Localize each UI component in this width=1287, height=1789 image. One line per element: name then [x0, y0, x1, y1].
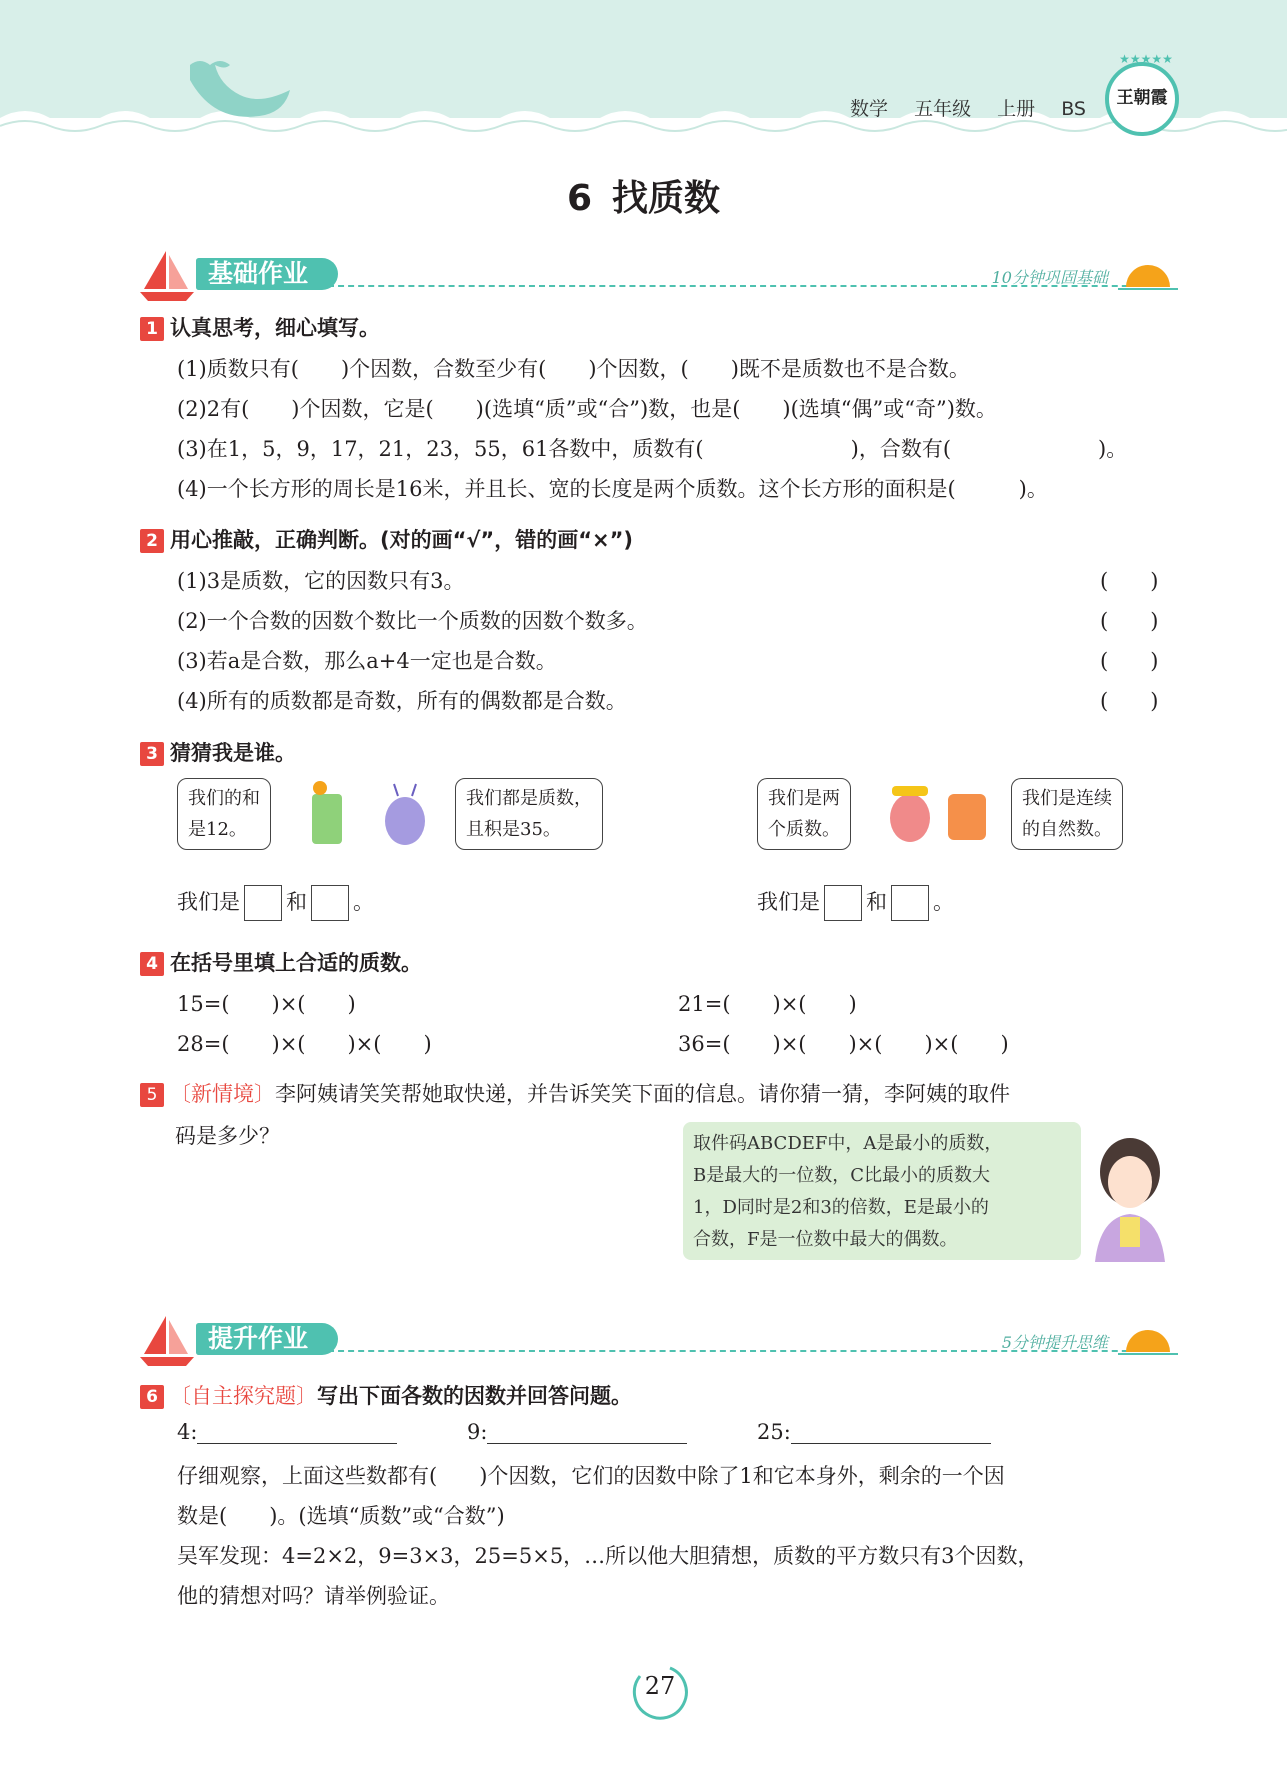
q6-factors-9 [467, 1420, 687, 1444]
lesson-number: 6 [566, 178, 593, 219]
factor-label: 4: [177, 1420, 198, 1444]
bubble-line: 我们都是质数， [466, 788, 592, 809]
question-2-title [140, 524, 633, 554]
section-advanced-note: 5分钟提升思维 [1001, 1333, 1108, 1352]
info-line: 1，D同时是2和3的倍数，E是最小的 [693, 1197, 989, 1218]
question-number: 5 [140, 1083, 164, 1107]
section-basic-banner [138, 245, 1178, 305]
q2-answer-3[interactable]: ( ) [1100, 649, 1159, 673]
sailboat-icon [138, 1310, 198, 1370]
q6-line-1: 仔细观察，上面这些数都有( )个因数，它们的因数中除了1和它本身外，剩余的一个因 [177, 1464, 1005, 1488]
q2-statement-3: (3)若a是合数，那么a+4一定也是合数。 [177, 649, 557, 673]
bubble-line: 的自然数。 [1022, 819, 1112, 840]
q3-answer-right [757, 885, 954, 921]
question-number: 3 [140, 742, 164, 766]
q6-line-4: 他的猜想对吗？请举例验证。 [177, 1584, 450, 1608]
section-advanced-banner [138, 1310, 1178, 1370]
speech-bubble-1 [177, 778, 271, 850]
question-tag: 〔新情境〕 [170, 1082, 275, 1106]
grade-label: 五年级 [914, 98, 972, 120]
q1-line-3: (3)在1，5，9，17，21，23，55，61各数中，质数有( )，合数有( )。 [177, 437, 1128, 461]
section-basic-label: 基础作业 [196, 258, 338, 290]
answer-end: 。 [933, 890, 954, 914]
q2-answer-1[interactable]: ( ) [1100, 569, 1159, 593]
q2-statement-2: (2)一个合数的因数个数比一个质数的因数个数多。 [177, 609, 648, 633]
q2-statement-1: (1)3是质数，它的因数只有3。 [177, 569, 465, 593]
section-basic-note: 10分钟巩固基础 [991, 268, 1108, 287]
star-icons: ★★★★★ [1119, 52, 1173, 66]
page-number: 27 [644, 1672, 676, 1700]
bubble-line: 且积是35。 [466, 819, 561, 840]
aunt-li-illustration [1085, 1132, 1175, 1262]
question-text: 写出下面各数的因数并回答问题。 [317, 1384, 632, 1408]
info-line: B是最大的一位数，C比最小的质数大 [693, 1165, 990, 1186]
factor-answer-line[interactable] [197, 1421, 397, 1444]
answer-prefix: 我们是 [757, 890, 820, 914]
q4-item-4: 36=( )×( )×( )×( ) [678, 1032, 1009, 1056]
question-1-title [140, 312, 380, 342]
q6-line-3: 吴军发现：4=2×2，9=3×3，25=5×5，…所以他大胆猜想，质数的平方数只有3个因数， [177, 1544, 1039, 1568]
answer-end: 。 [353, 890, 374, 914]
bubble-line: 我们的和 [188, 788, 260, 809]
q1-line-2: (2)2有( )个因数，它是( )(选填“质”或“合”)数，也是( )(选填“偶”或“奇”)数。 [177, 397, 997, 421]
sailboat-icon [138, 245, 198, 305]
factor-label: 25: [757, 1420, 791, 1444]
bubble-line: 是12。 [188, 819, 247, 840]
question-3-title [140, 737, 296, 767]
q6-factors-25 [757, 1420, 991, 1444]
q6-factors-4 [177, 1420, 397, 1444]
info-line: 取件码ABCDEF中，A是最小的质数， [693, 1133, 1003, 1154]
question-text: 猜猜我是谁。 [170, 741, 296, 765]
brand-logo [1105, 52, 1179, 136]
book-info [850, 94, 1106, 121]
answer-box[interactable] [891, 885, 929, 921]
volume-label: 上册 [997, 98, 1036, 120]
q2-statement-4: (4)所有的质数都是奇数，所有的偶数都是合数。 [177, 689, 627, 713]
question-text: 在括号里填上合适的质数。 [170, 951, 422, 975]
answer-and: 和 [286, 890, 307, 914]
q3-answer-left [177, 885, 374, 921]
question-number: 4 [140, 952, 164, 976]
q4-item-2: 21=( )×( ) [678, 992, 857, 1016]
subject-label: 数学 [850, 98, 889, 120]
section-advanced-label: 提升作业 [196, 1323, 338, 1355]
speech-bubble-2 [455, 778, 603, 850]
number-characters-2 [880, 776, 1010, 856]
answer-prefix: 我们是 [177, 890, 240, 914]
brand-name: 王朝霞 [1116, 88, 1168, 108]
sun-icon [1118, 1320, 1178, 1360]
question-5-title [140, 1078, 1010, 1108]
sun-icon [1118, 255, 1178, 295]
question-text: 李阿姨请笑笑帮她取快递，并告诉笑笑下面的信息。请你猜一猜，李阿姨的取件 [275, 1082, 1010, 1106]
header-wave-background [0, 0, 1287, 150]
question-6-title [140, 1380, 632, 1410]
speech-bubble-4 [1011, 778, 1123, 850]
question-number: 2 [140, 529, 164, 553]
factor-answer-line[interactable] [791, 1421, 991, 1444]
answer-box[interactable] [311, 885, 349, 921]
q1-line-1: (1)质数只有( )个因数，合数至少有( )个因数，( )既不是质数也不是合数。 [177, 357, 970, 381]
number-characters-1 [290, 776, 440, 856]
q4-item-1: 15=( )×( ) [177, 992, 356, 1016]
question-tag: 〔自主探究题〕 [170, 1384, 317, 1408]
q1-line-4: (4)一个长方形的周长是16米，并且长、宽的长度是两个质数。这个长方形的面积是( )。 [177, 477, 1048, 501]
edition-label: BS [1061, 98, 1086, 120]
q4-item-3: 28=( )×( )×( ) [177, 1032, 432, 1056]
bubble-line: 我们是两 [768, 788, 840, 809]
page-title [0, 170, 1287, 221]
question-text: 认真思考，细心填写。 [170, 316, 380, 340]
question-number: 6 [140, 1385, 164, 1409]
speech-bubble-3 [757, 778, 851, 850]
q5-line-2: 码是多少？ [175, 1124, 280, 1148]
factor-label: 9: [467, 1420, 488, 1444]
factor-answer-line[interactable] [487, 1421, 687, 1444]
question-4-title [140, 947, 422, 977]
question-text: 用心推敲，正确判断。(对的画“√”，错的画“×”) [170, 528, 634, 552]
question-number: 1 [140, 317, 164, 341]
bubble-line: 个质数。 [768, 819, 840, 840]
info-line: 合数，F是一位数中最大的偶数。 [693, 1229, 958, 1250]
q6-line-2: 数是( )。(选填“质数”或“合数”) [177, 1504, 505, 1528]
bubble-line: 我们是连续 [1022, 788, 1112, 809]
pickup-code-info-box [683, 1122, 1081, 1260]
page-header [0, 0, 1287, 150]
answer-box[interactable] [824, 885, 862, 921]
answer-and: 和 [866, 890, 887, 914]
q2-answer-2[interactable]: ( ) [1100, 609, 1159, 633]
lesson-title: 找质数 [612, 178, 721, 219]
answer-box[interactable] [244, 885, 282, 921]
q2-answer-4[interactable]: ( ) [1100, 689, 1159, 713]
